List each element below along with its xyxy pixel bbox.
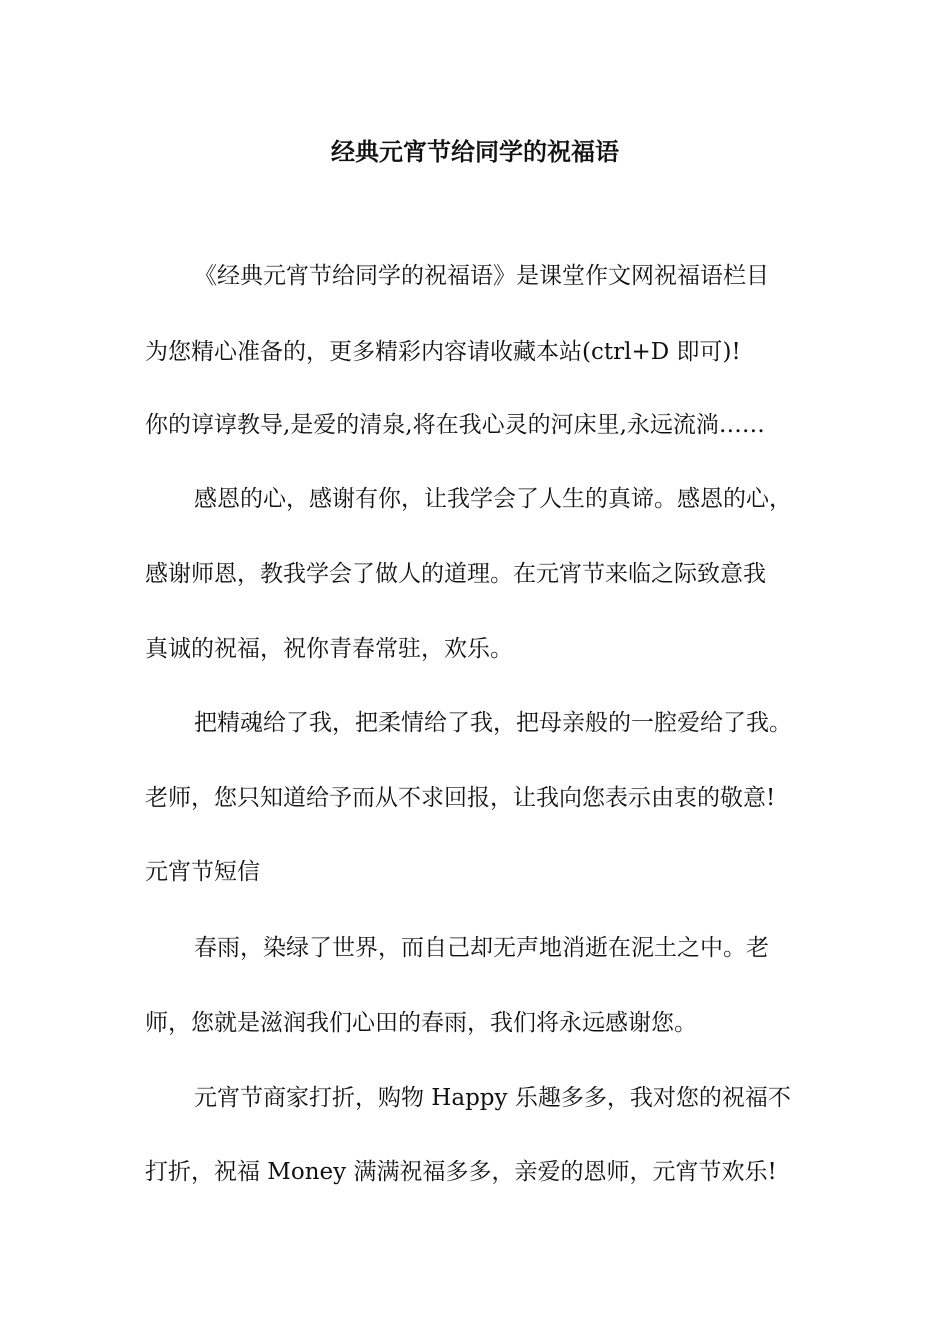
paragraph-line: 感恩的心，感谢有你，让我学会了人生的真谛。感恩的心， <box>194 486 792 512</box>
section-heading: 元宵节短信 <box>145 859 260 885</box>
paragraph-line: 把精魂给了我，把柔情给了我，把母亲般的一腔爱给了我。 <box>194 710 792 736</box>
document-title: 经典元宵节给同学的祝福语 <box>331 137 619 166</box>
paragraph-line: 师，您就是滋润我们心田的春雨，我们将永远感谢您。 <box>145 1010 697 1036</box>
paragraph-line: 《经典元宵节给同学的祝福语》是课堂作文网祝福语栏目 <box>194 263 769 289</box>
paragraph-line: 老师，您只知道给予而从不求回报，让我向您表示由衷的敬意! <box>145 785 776 811</box>
paragraph-line: 春雨，染绿了世界，而自己却无声地消逝在泥土之中。老 <box>194 935 769 961</box>
paragraph-line: 打折，祝福 Money 满满祝福多多，亲爱的恩师，元宵节欢乐! <box>145 1159 777 1185</box>
paragraph-line: 元宵节商家打折，购物 Happy 乐趣多多，我对您的祝福不 <box>194 1085 791 1111</box>
paragraph-line: 感谢师恩，教我学会了做人的道理。在元宵节来临之际致意我 <box>145 561 766 587</box>
paragraph-line: 真诚的祝福，祝你青春常驻，欢乐。 <box>145 636 513 662</box>
paragraph-line: 为您精心准备的，更多精彩内容请收藏本站(ctrl+D 即可)! <box>145 339 741 365</box>
paragraph-line: 你的谆谆教导,是爱的清泉,将在我心灵的河床里,永远流淌…… <box>145 412 765 438</box>
